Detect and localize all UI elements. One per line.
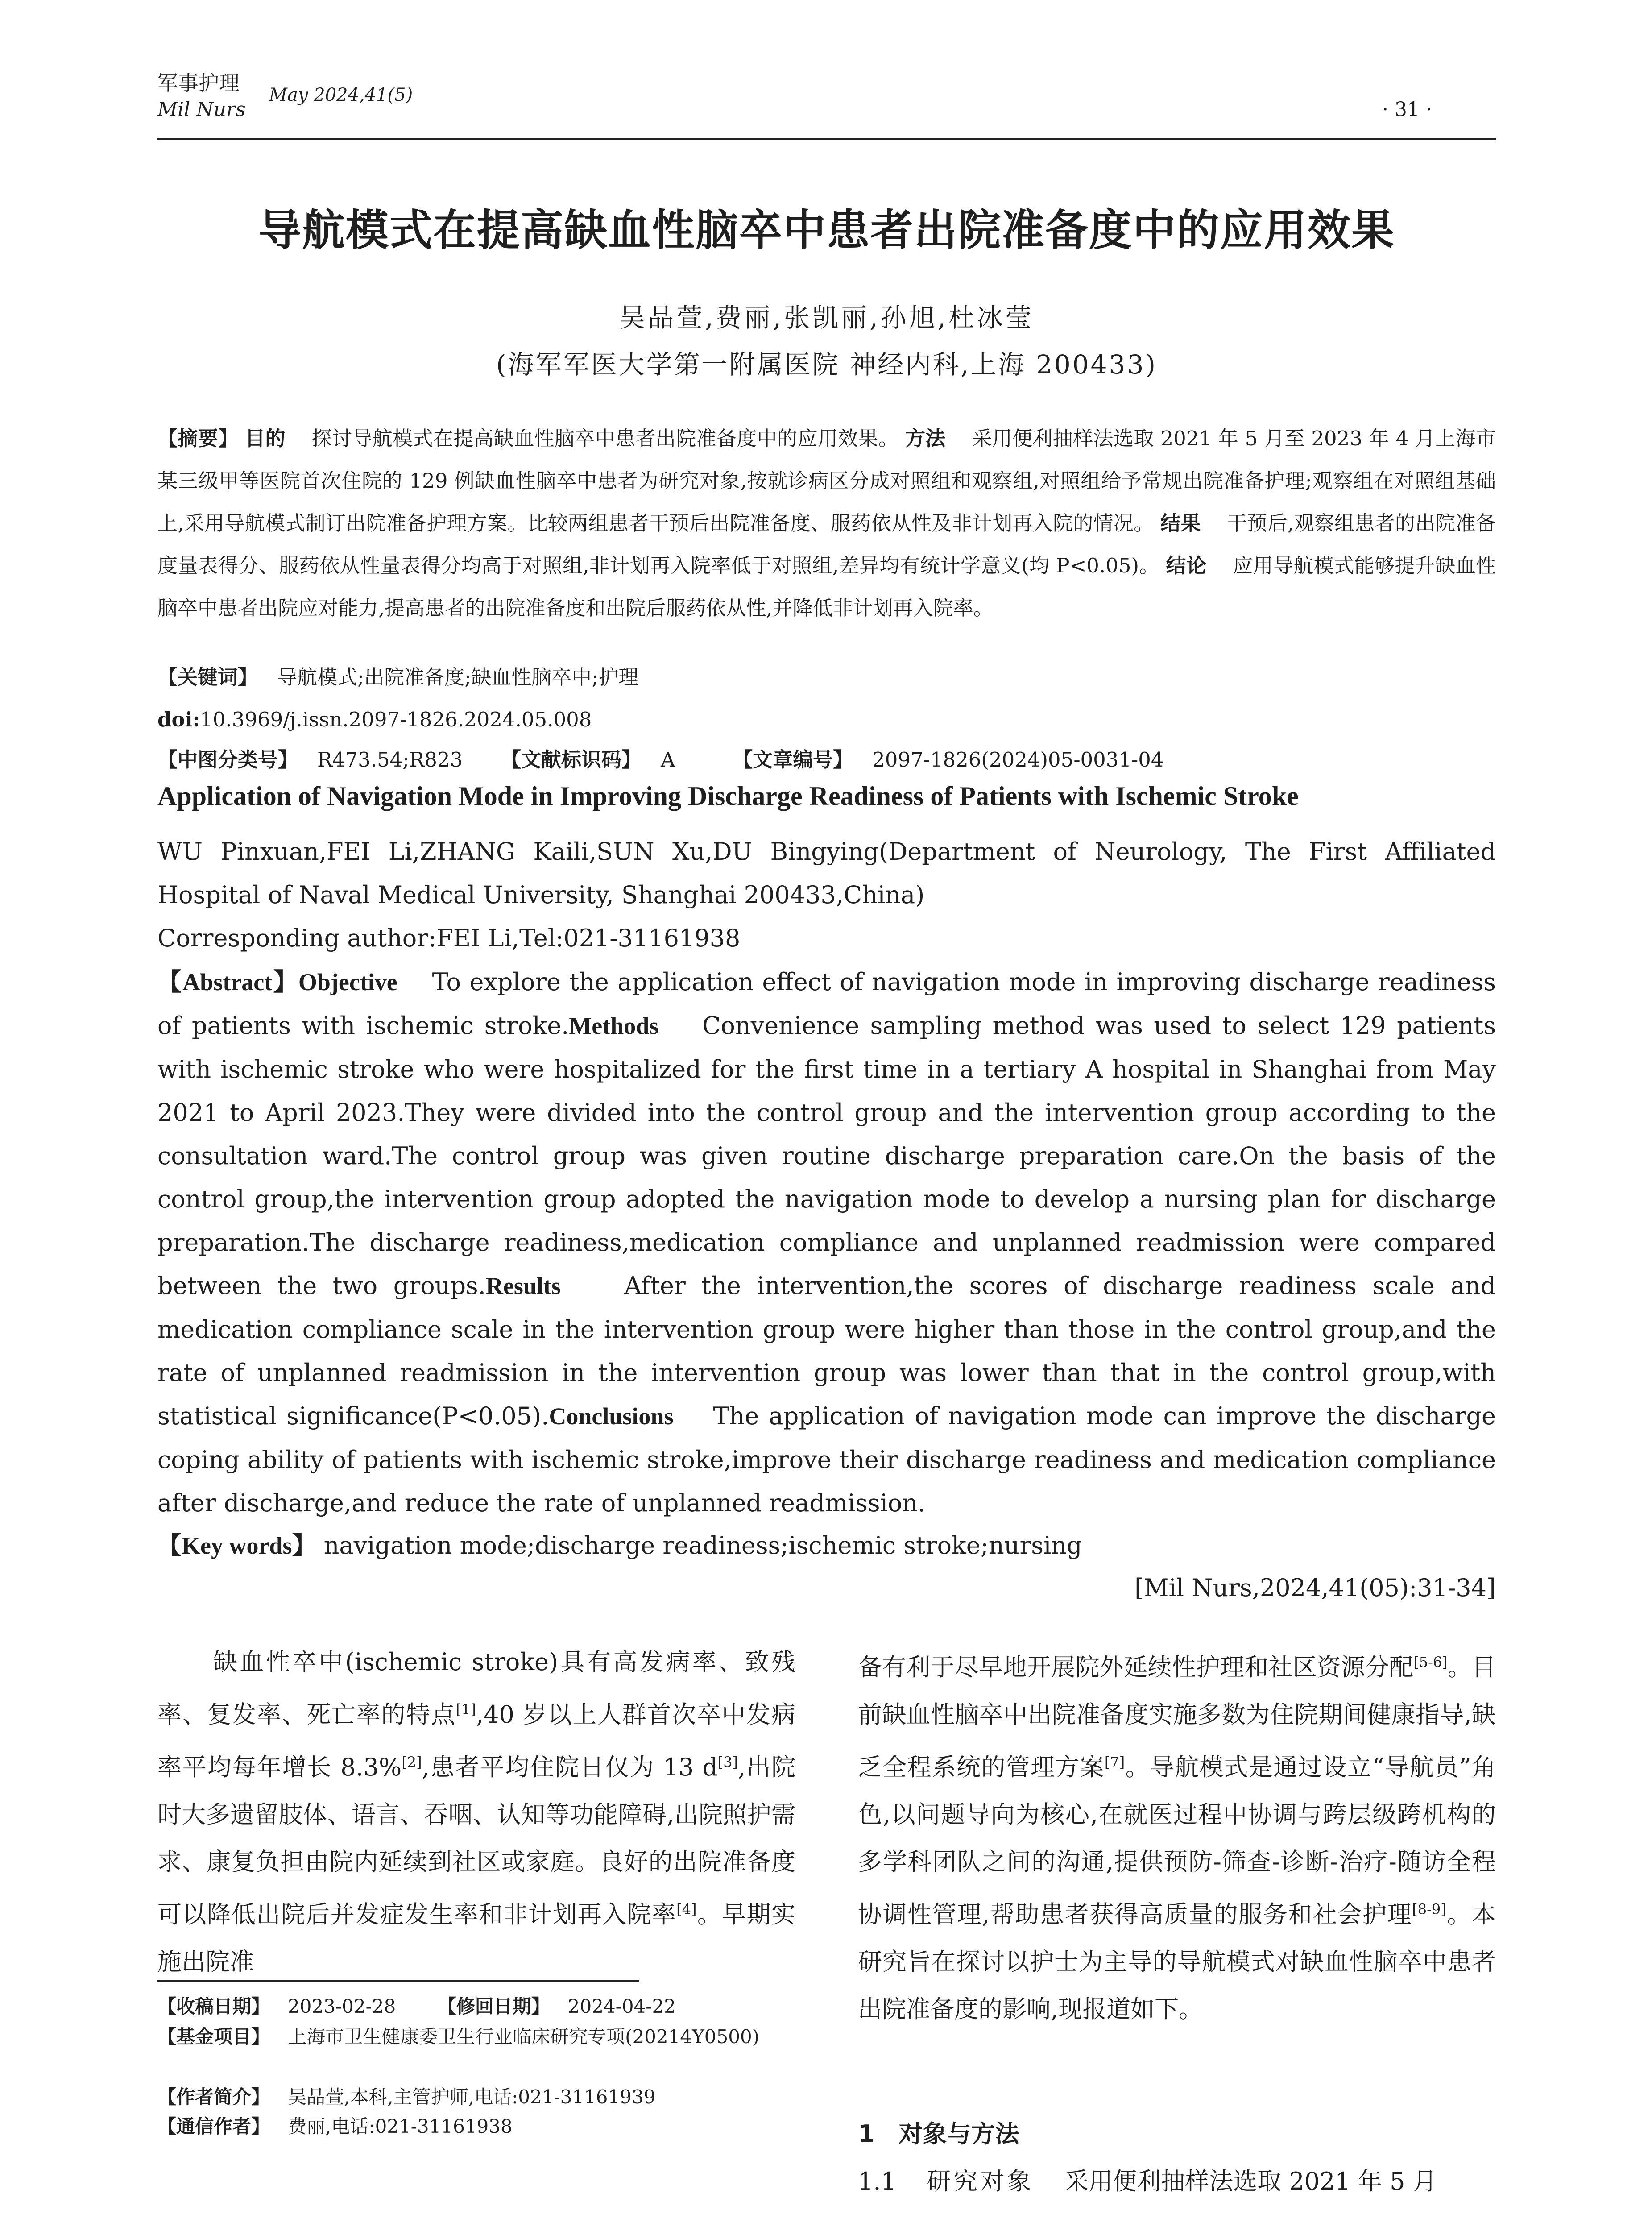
methods-en-text: Convenience sampling method was used to select 129 patients with ischemic stroke who were hospitalized for the first time in a tertiary A hospital in Shanghai from May 2021 to April 2023.They were divided into the control group and the intervention group according to the consultation ward.The control group was given routine discharge preparation care.On the basis of the control group,the intervention group adopted the navigation mode to develop a nursing plan for discharge preparation.The discharge readiness,medication compliance and unplanned readmission were compared between the two groups. [157, 1012, 1496, 1300]
objective-text: 探讨导航模式在提高缺血性脑卒中患者出院准备度中的应用效果。 [311, 427, 899, 450]
intro-cont-4: 。本研究旨在探讨以护士为主导的导航模式对缺血性脑卒中患者出院准备度的影响,现报道如下。 [858, 1900, 1496, 2023]
doc-code-value: A [660, 748, 675, 771]
intro-text-3: ,患者平均住院日仅为 13 d [422, 1753, 718, 1781]
corresponding-text: 费丽,电话:021-31161938 [288, 2115, 513, 2137]
journal-name-en: Mil Nurs [157, 98, 246, 121]
section-1-1 [858, 2158, 1496, 2205]
clc-label: 【中图分类号】 [157, 748, 298, 771]
article-title-en: Application of Navigation Mode in Improving Discharge Readiness of Patients with Ischemic Stroke [157, 781, 1299, 811]
ref-8-9: [8-9] [1412, 1901, 1446, 1918]
results-text: 干预后,观察组患者的出院准备度量表得分、服药依从性量表得分均高于对照组,非计划再入院率低于对照组,差异均有统计学意义(均 P<0.05)。 [157, 511, 1496, 577]
intro-text-4: ,出院时大多遗留肢体、语言、吞咽、认知等功能障碍,出院照护需求、康复负担由院内延续到社区或家庭。良好的出院准备度可以降低出院后并发症发生率和非计划再入院率 [157, 1753, 795, 1928]
received-label: 【收稿日期】 [157, 1995, 270, 2017]
conclusion-text: 应用导航模式能够提升缺血性脑卒中患者出院应对能力,提高患者的出院准备度和出院后服药依从性,并降低非计划再入院率。 [157, 554, 1496, 620]
footnote-rule [157, 1980, 639, 1982]
intro-text-5: 。早期实施出院准 [157, 1900, 796, 1976]
body-left-column [157, 1638, 795, 1986]
objective-en-text: To explore the application effect of navigation mode in improving discharge readiness of patients with ischemic stroke. [157, 968, 1496, 1040]
doi-label: doi: [157, 708, 200, 731]
keywords-text: 导航模式;出院准备度;缺血性脑卒中;护理 [277, 665, 639, 689]
section-1-1-text: 采用便利抽样法选取 2021 年 5 月 [1064, 2167, 1437, 2195]
ref-5-6: [5-6] [1413, 1654, 1448, 1671]
results-label: 结果 [1160, 511, 1201, 535]
revised-label: 【修回日期】 [437, 1995, 550, 2017]
authors-affiliation-en: WU Pinxuan,FEI Li,ZHANG Kaili,SUN Xu,DU Bingying(Department of Neurology, The First Affiliated Hospital of Naval Medical University, Shanghai 200433,China) [157, 838, 1496, 909]
fund-text: 上海市卫生健康委卫生行业临床研究专项(20214Y0500) [288, 2026, 760, 2048]
page-number: · 31 · [1382, 98, 1432, 121]
ref-3: [3] [717, 1754, 738, 1771]
footnote-author [157, 2083, 795, 2111]
abstract-label: 【摘要】 [157, 427, 239, 450]
clc-value: R473.54;R823 [317, 748, 463, 771]
article-number-value: 2097-1826(2024)05-0031-04 [872, 748, 1164, 771]
intro-cont-1: 备有利于尽早地开展院外延续性护理和社区资源分配 [858, 1653, 1414, 1681]
body-right-column [858, 1638, 1496, 2033]
results-en-label: Results [485, 1273, 561, 1299]
footnote-fund [157, 2023, 795, 2051]
doi-text: 10.3969/j.issn.2097-1826.2024.05.008 [200, 708, 592, 731]
ref-4: [4] [676, 1901, 697, 1918]
author-bio-label: 【作者简介】 [157, 2086, 270, 2108]
article-title-cn: 导航模式在提高缺血性脑卒中患者出院准备度中的应用效果 [258, 205, 1395, 255]
keywords-cn [157, 656, 1496, 698]
affiliation-cn: (海军军医大学第一附属医院 神经内科,上海 200433) [496, 349, 1157, 380]
revised-date: 2024-04-22 [567, 1995, 676, 2017]
conclusions-en-text: The application of navigation mode can improve the discharge coping ability of patients with ischemic stroke,improve their discharge readiness and medication compliance after discharge,and reduce the rate of unplanned readmission. [157, 1402, 1496, 1517]
conclusion-label: 结论 [1166, 554, 1207, 577]
section-heading-1: 1 对象与方法 [858, 2120, 1019, 2148]
article-number-label: 【文章编号】 [733, 748, 853, 771]
section-1-1-title: 研究对象 [927, 2167, 1034, 2195]
intro-cont-3: 。导航模式是通过设立“导航员”角色,以问题导向为核心,在就医过程中协调与跨层级跨机构的多学科团队之间的沟通,提供预防-筛查-诊断-治疗-随访全程协调性管理,帮助患者获得高质量的服务和社会护理 [858, 1753, 1496, 1928]
doi [157, 698, 1496, 741]
citation-en: [Mil Nurs,2024,41(05):31-34] [1134, 1574, 1496, 1602]
footnote-corresponding [157, 2112, 795, 2141]
author-bio-text: 吴品萱,本科,主管护师,电话:021-31161939 [288, 2086, 656, 2108]
doc-code-label: 【文献标识码】 [501, 748, 642, 771]
fund-label: 【基金项目】 [157, 2026, 270, 2048]
abstract-en [157, 960, 1496, 1525]
corresponding-label: 【通信作者】 [157, 2115, 270, 2137]
ref-7: [7] [1104, 1754, 1125, 1771]
abstract-en-label: 【Abstract】 [157, 969, 298, 995]
ref-2: [2] [402, 1754, 422, 1771]
ref-1: [1] [455, 1701, 476, 1718]
classification [157, 738, 1496, 781]
keywords-en-text: navigation mode;discharge readiness;ischemic stroke;nursing [323, 1531, 1082, 1559]
keywords-en [157, 1524, 1496, 1568]
intro-cont-2: 。目前缺血性脑卒中出院准备度实施多数为住院期间健康指导,缺乏全程系统的管理方案 [858, 1653, 1496, 1781]
abstract-cn [157, 417, 1496, 629]
section-1-1-number: 1.1 [858, 2167, 896, 2195]
header-rule [157, 138, 1496, 140]
methods-en-label: Methods [569, 1012, 659, 1039]
results-en-text: After the intervention,the scores of discharge readiness scale and medication compliance scale in the intervention group were higher than those in the control group,and the rate of unplanned readmission in the intervention group was lower than that in the control group,with statistical significance(P<0.05). [157, 1272, 1496, 1430]
keywords-label: 【关键词】 [157, 665, 258, 689]
authors-cn: 吴品萱,费丽,张凯丽,孙旭,杜冰莹 [619, 303, 1034, 333]
methods-text: 采用便利抽样法选取 2021 年 5 月至 2023 年 4 月上海市某三级甲等医院首次住院的 129 例缺血性脑卒中患者为研究对象,按就诊病区分成对照组和观察组,对照组给予常规出院准备护理;观察组在对照组基础上,采用导航模式制订出院准备护理方案。比较两组患者干预后出院准备度、服药依从性及非计划再入院的情况。 [157, 427, 1496, 535]
objective-en-label: Objective [298, 969, 397, 995]
journal-issue: May 2024,41(5) [269, 85, 413, 105]
intro-text-2: ,40 岁以上人群首次卒中发病率平均每年增长 8.3% [157, 1700, 796, 1781]
methods-label: 方法 [905, 427, 946, 450]
intro-text-1: 缺血性卒中(ischemic stroke)具有高发病率、致残率、复发率、死亡率的特点 [157, 1648, 795, 1729]
footnote-dates [157, 1992, 795, 2021]
journal-name-cn: 军事护理 [157, 71, 240, 95]
keywords-en-label: 【Key words】 [157, 1532, 316, 1559]
received-date: 2023-02-28 [288, 1995, 396, 2017]
conclusions-en-label: Conclusions [549, 1403, 674, 1430]
objective-label: 目的 [245, 427, 286, 450]
corresponding-author-en: Corresponding author:FEI Li,Tel:021-31161938 [157, 924, 741, 952]
